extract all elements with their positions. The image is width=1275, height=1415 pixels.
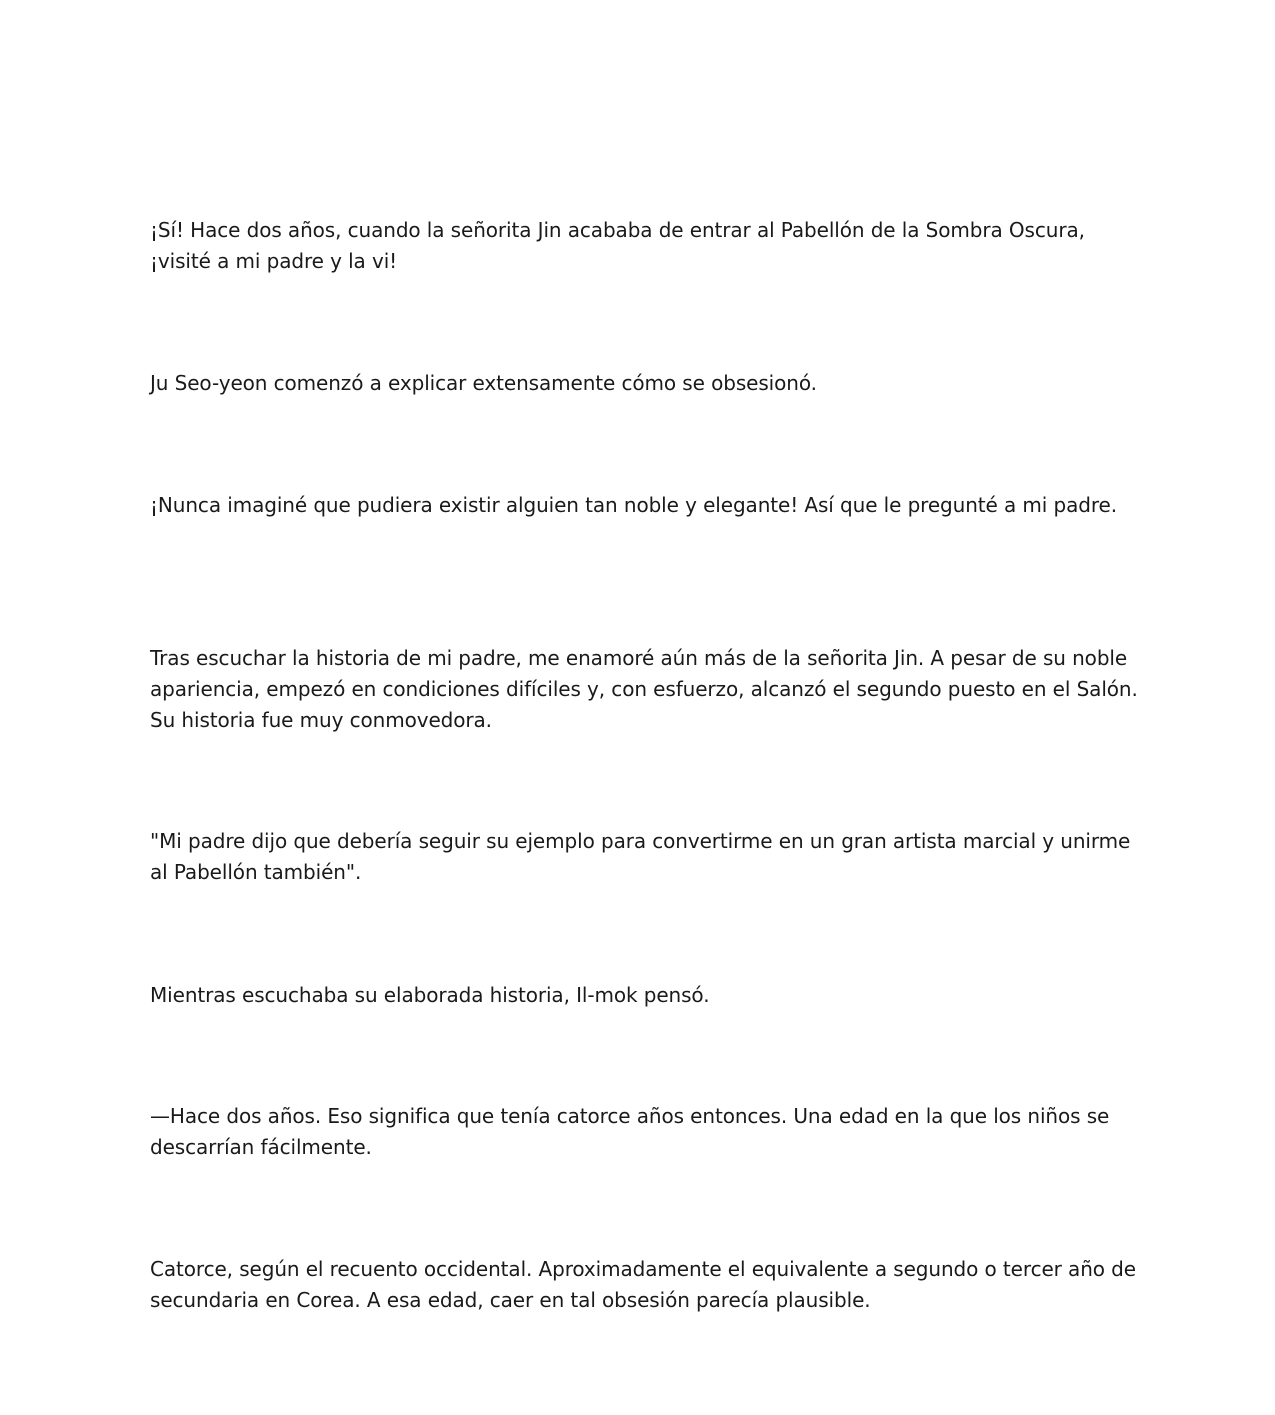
paragraph-8: Catorce, según el recuento occidental. Aproximadamente el equivalente a segundo o tercer año de secundaria en Corea. A esa edad, caer en tal obsesión parecía plausible. <box>150 1257 1136 1312</box>
paragraph-7: —Hace dos años. Eso significa que tenía catorce años entonces. Una edad en la que los niños se descarrían fácilmente. <box>150 1104 1110 1159</box>
paragraph-6: Mientras escuchaba su elaborada historia, Il-mok pensó. <box>150 983 710 1007</box>
paragraph-3: ¡Nunca imaginé que pudiera existir alguien tan noble y elegante! Así que le pregunté a mi padre. <box>150 493 1118 517</box>
paragraph-2: Ju Seo-yeon comenzó a explicar extensamente cómo se obsesionó. <box>150 371 817 395</box>
paragraph-1: ¡Sí! Hace dos años, cuando la señorita Jin acababa de entrar al Pabellón de la Sombra Oscura, ¡visité a mi padre y la vi! <box>150 218 1085 273</box>
paragraph-4: Tras escuchar la historia de mi padre, me enamoré aún más de la señorita Jin. A pesar de su noble apariencia, empezó en condiciones difíciles y, con esfuerzo, alcanzó el segundo puesto en el Salón. Su historia fue muy conmovedora. <box>150 646 1138 732</box>
paragraph-5: "Mi padre dijo que debería seguir su ejemplo para convertirme en un gran artista marcial y unirme al Pabellón también". <box>150 829 1131 884</box>
